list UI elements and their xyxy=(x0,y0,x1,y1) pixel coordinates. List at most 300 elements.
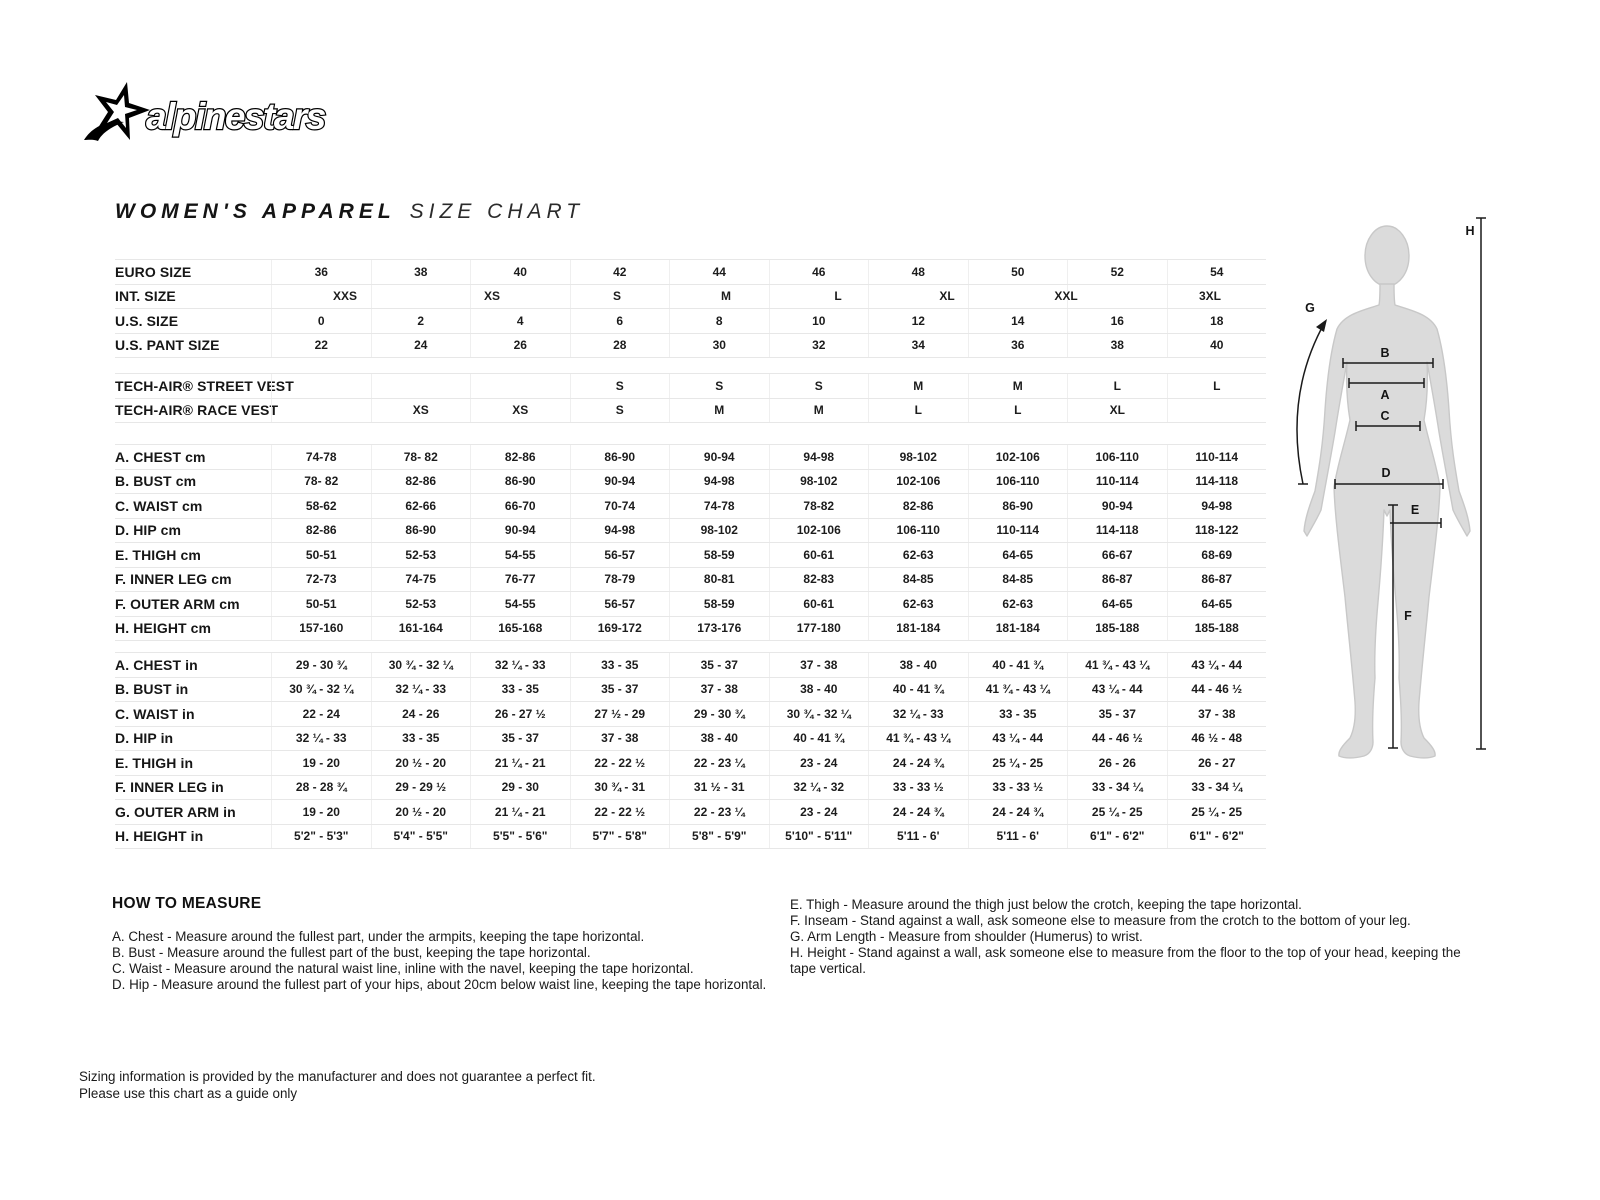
table-cell: 46 xyxy=(769,260,869,284)
table-cell: 40 - 41 ¾ xyxy=(968,653,1068,677)
table-row xyxy=(115,800,1266,825)
table-cell: 32 ¼ - 33 xyxy=(868,702,968,726)
page-title xyxy=(115,200,584,224)
table-cell: 36 xyxy=(271,260,371,284)
table-cell: 118-122 xyxy=(1167,519,1267,543)
table-cell: 86-90 xyxy=(570,445,670,469)
table-row xyxy=(115,727,1266,752)
table-cell: 2 xyxy=(371,309,471,333)
row-label: U.S. PANT SIZE xyxy=(115,337,220,354)
table-cell: 44 - 46 ½ xyxy=(1167,678,1267,702)
figure-label-e: E xyxy=(1410,503,1420,517)
table-cell: 66-67 xyxy=(1067,543,1167,567)
table-cell: 52-53 xyxy=(371,543,471,567)
table-cell: 40 - 41 ¾ xyxy=(868,678,968,702)
table-cell: 157-160 xyxy=(271,617,371,641)
page-title-sub: SIZE CHART xyxy=(409,200,585,223)
table-cell: 41 ¾ - 43 ¼ xyxy=(868,727,968,751)
table-cell: 29 - 30 ¾ xyxy=(669,702,769,726)
table-row xyxy=(115,494,1266,519)
table-cell: 37 - 38 xyxy=(669,678,769,702)
table-cell: 20 ½ - 20 xyxy=(371,751,471,775)
table-cell: 78-79 xyxy=(570,568,670,592)
table-cell: 5'2" - 5'3" xyxy=(271,825,371,849)
table-cell: 62-66 xyxy=(371,494,471,518)
alpinestars-logo xyxy=(80,78,360,148)
table-cell: 33 - 33 ½ xyxy=(868,776,968,800)
row-values xyxy=(271,285,1266,309)
table-cell: 32 ¼ - 32 xyxy=(769,776,869,800)
table-cell: 40 xyxy=(470,260,570,284)
figure-label-f: F xyxy=(1404,609,1412,623)
table-cell: 29 - 30 ¾ xyxy=(271,653,371,677)
table-cell: 26 - 27 xyxy=(1167,751,1267,775)
table-cell: S xyxy=(570,399,670,423)
table-row xyxy=(115,678,1266,703)
measure-instruction-bust: B. Bust - Measure around the fullest part of the bust, keeping the tape horizontal. xyxy=(112,945,591,960)
table-cell: 33 - 34 ¼ xyxy=(1167,776,1267,800)
disclaimer-line-1: Sizing information is provided by the manufacturer and does not guarantee a perfect fit. xyxy=(79,1069,596,1084)
table-cell xyxy=(271,374,371,398)
table-cell: 22 - 24 xyxy=(271,702,371,726)
figure-label-g: G xyxy=(1305,301,1315,315)
table-cell: 6 xyxy=(570,309,670,333)
table-cell: 22 - 23 ¼ xyxy=(669,751,769,775)
table-cell: 44 xyxy=(669,260,769,284)
table-cell: 41 ¾ - 43 ¼ xyxy=(968,678,1068,702)
table-cell: 24 - 24 ¾ xyxy=(868,751,968,775)
alpinestars-star-icon xyxy=(84,82,150,141)
row-label: C. WAIST in xyxy=(115,705,195,722)
row-values xyxy=(271,494,1266,518)
table-cell: 94-98 xyxy=(570,519,670,543)
table-cell: 22 - 22 ½ xyxy=(570,751,670,775)
table-cell-value: S xyxy=(612,289,622,304)
table-row xyxy=(115,776,1266,801)
table-cell: 90-94 xyxy=(470,519,570,543)
table-cell: 86-87 xyxy=(1167,568,1267,592)
table-cell: 30 ¾ - 32 ¼ xyxy=(271,678,371,702)
table-cell: L xyxy=(968,399,1068,423)
row-label: E. THIGH cm xyxy=(115,546,201,563)
table-cell: 40 xyxy=(1167,334,1267,358)
row-values xyxy=(271,568,1266,592)
table-cell: 64-65 xyxy=(968,543,1068,567)
size-table xyxy=(115,259,1266,849)
table-cell: 56-57 xyxy=(570,543,670,567)
table-cell: 26 - 26 xyxy=(1067,751,1167,775)
table-row xyxy=(115,653,1266,678)
table-cell: 21 ¼ - 21 xyxy=(470,751,570,775)
table-cell: 161-164 xyxy=(371,617,471,641)
table-section xyxy=(115,259,1266,358)
table-cell: 22 xyxy=(271,334,371,358)
table-cell: M xyxy=(968,374,1068,398)
row-label: H. HEIGHT cm xyxy=(115,620,212,637)
measure-instruction-chest: A. Chest - Measure around the fullest part, under the armpits, keeping the tape horizontal. xyxy=(112,929,645,944)
table-cell: 24 xyxy=(371,334,471,358)
table-cell: 19 - 20 xyxy=(271,751,371,775)
table-cell: 46 ½ - 48 xyxy=(1167,727,1267,751)
alpinestars-wordmark: alpinestars xyxy=(146,96,325,137)
table-cell xyxy=(271,399,371,423)
table-cell: 19 - 20 xyxy=(271,800,371,824)
table-cell-value: 3XL xyxy=(1198,289,1222,304)
table-cell: 62-63 xyxy=(868,543,968,567)
table-cell xyxy=(669,285,769,309)
table-cell: 44 - 46 ½ xyxy=(1067,727,1167,751)
row-label: C. WAIST cm xyxy=(115,497,203,514)
table-cell: 114-118 xyxy=(1067,519,1167,543)
measure-instruction-hip: D. Hip - Measure around the fullest part of your hips, about 20cm below waist line, keeping the tape horizontal. xyxy=(112,977,767,992)
table-cell: 58-62 xyxy=(271,494,371,518)
table-cell: 48 xyxy=(868,260,968,284)
table-cell xyxy=(1167,399,1267,423)
table-row xyxy=(115,445,1266,470)
table-cell: XS xyxy=(371,399,471,423)
table-cell: 110-114 xyxy=(1167,445,1267,469)
table-cell: 80-81 xyxy=(669,568,769,592)
row-label: TECH-AIR® RACE VEST xyxy=(115,402,279,419)
table-cell: 58-59 xyxy=(669,592,769,616)
table-cell xyxy=(470,374,570,398)
row-label: E. THIGH in xyxy=(115,754,194,771)
table-cell: 23 - 24 xyxy=(769,751,869,775)
table-cell: 60-61 xyxy=(769,543,869,567)
row-values xyxy=(271,399,1266,423)
table-cell: 6'1" - 6'2" xyxy=(1067,825,1167,849)
row-values xyxy=(271,727,1266,751)
table-row xyxy=(115,399,1266,424)
arm-arc-arrowhead xyxy=(1316,319,1327,332)
table-cell: 43 ¼ - 44 xyxy=(1167,653,1267,677)
table-cell: 41 ¾ - 43 ¼ xyxy=(1067,653,1167,677)
table-cell: S xyxy=(769,374,869,398)
table-cell: 78- 82 xyxy=(271,470,371,494)
measure-instruction-arm-length: G. Arm Length - Measure from shoulder (Humerus) to wrist. xyxy=(790,929,1143,944)
row-label: D. HIP in xyxy=(115,730,174,747)
measurement-figure xyxy=(1280,210,1495,785)
table-row xyxy=(115,374,1266,399)
table-row xyxy=(115,334,1266,359)
table-cell: 110-114 xyxy=(968,519,1068,543)
row-label: F. INNER LEG in xyxy=(115,779,224,796)
table-cell: 33 - 35 xyxy=(968,702,1068,726)
table-cell: 94-98 xyxy=(1167,494,1267,518)
table-cell: 52-53 xyxy=(371,592,471,616)
row-values xyxy=(271,260,1266,284)
figure-label-d: D xyxy=(1381,466,1391,480)
table-cell: M xyxy=(669,399,769,423)
table-cell: 29 - 30 xyxy=(470,776,570,800)
table-row xyxy=(115,825,1266,850)
table-cell: 94-98 xyxy=(769,445,869,469)
row-values xyxy=(271,678,1266,702)
how-to-measure-left-column xyxy=(112,929,792,993)
table-cell: 185-188 xyxy=(1067,617,1167,641)
table-cell: 26 - 27 ½ xyxy=(470,702,570,726)
table-cell: 30 ¾ - 32 ¼ xyxy=(769,702,869,726)
table-cell: 50-51 xyxy=(271,543,371,567)
table-cell: 38 xyxy=(371,260,471,284)
table-cell: 33 - 33 ½ xyxy=(968,776,1068,800)
figure-label-h: H xyxy=(1465,224,1475,238)
table-cell: 86-87 xyxy=(1067,568,1167,592)
table-cell: 52 xyxy=(1067,260,1167,284)
row-values xyxy=(271,702,1266,726)
table-cell: 185-188 xyxy=(1167,617,1267,641)
table-cell: 32 ¼ - 33 xyxy=(271,727,371,751)
table-cell: 82-83 xyxy=(769,568,869,592)
page-title-main: WOMEN'S APPAREL xyxy=(115,200,396,223)
row-label: A. CHEST in xyxy=(115,656,198,673)
table-cell: 26 xyxy=(470,334,570,358)
table-cell: 34 xyxy=(868,334,968,358)
table-cell: L xyxy=(868,399,968,423)
row-values xyxy=(271,825,1266,849)
table-cell: 25 ¼ - 25 xyxy=(968,751,1068,775)
table-cell-value: XXS xyxy=(332,289,358,304)
table-cell: 181-184 xyxy=(868,617,968,641)
table-cell: 35 - 37 xyxy=(470,727,570,751)
row-values xyxy=(271,751,1266,775)
table-cell: 37 - 38 xyxy=(570,727,670,751)
table-cell: 27 ½ - 29 xyxy=(570,702,670,726)
height-line xyxy=(1476,218,1486,749)
table-cell-value: L xyxy=(834,289,842,304)
table-cell: 169-172 xyxy=(570,617,670,641)
table-cell: 98-102 xyxy=(868,445,968,469)
table-cell: 102-106 xyxy=(769,519,869,543)
table-cell: 54-55 xyxy=(470,592,570,616)
table-cell xyxy=(968,285,1068,309)
table-cell: 181-184 xyxy=(968,617,1068,641)
figure-head xyxy=(1365,226,1409,286)
row-values xyxy=(271,543,1266,567)
table-cell: 68-69 xyxy=(1167,543,1267,567)
row-values xyxy=(271,800,1266,824)
table-cell: 43 ¼ - 44 xyxy=(1067,678,1167,702)
table-row xyxy=(115,309,1266,334)
table-cell-value: XS xyxy=(483,289,501,304)
table-cell: 35 - 37 xyxy=(570,678,670,702)
table-cell: 90-94 xyxy=(669,445,769,469)
row-values xyxy=(271,334,1266,358)
table-cell: 28 - 28 ¾ xyxy=(271,776,371,800)
table-cell: 33 - 34 ¼ xyxy=(1067,776,1167,800)
table-cell: 76-77 xyxy=(470,568,570,592)
measure-instruction-inseam: F. Inseam - Stand against a wall, ask someone else to measure from the crotch to the bottom of your leg. xyxy=(790,913,1411,928)
table-cell: 18 xyxy=(1167,309,1267,333)
table-cell: 23 - 24 xyxy=(769,800,869,824)
table-cell: 78- 82 xyxy=(371,445,471,469)
table-cell: 33 - 35 xyxy=(570,653,670,677)
row-label: U.S. SIZE xyxy=(115,312,179,329)
table-cell: 24 - 24 ¾ xyxy=(868,800,968,824)
table-cell: 110-114 xyxy=(1067,470,1167,494)
row-values xyxy=(271,592,1266,616)
table-cell: 98-102 xyxy=(769,470,869,494)
row-values xyxy=(271,470,1266,494)
table-cell: 62-63 xyxy=(968,592,1068,616)
row-values xyxy=(271,445,1266,469)
table-cell: 106-110 xyxy=(968,470,1068,494)
row-label: F. INNER LEG cm xyxy=(115,571,232,588)
table-cell: 94-98 xyxy=(669,470,769,494)
table-row xyxy=(115,568,1266,593)
table-cell: 98-102 xyxy=(669,519,769,543)
table-cell: 21 ¼ - 21 xyxy=(470,800,570,824)
table-cell: S xyxy=(669,374,769,398)
table-row xyxy=(115,592,1266,617)
table-cell: 32 ¼ - 33 xyxy=(371,678,471,702)
table-cell: L xyxy=(1167,374,1267,398)
table-cell: 50-51 xyxy=(271,592,371,616)
measure-instruction-thigh: E. Thigh - Measure around the thigh just below the crotch, keeping the tape horizontal. xyxy=(790,897,1302,912)
table-cell: 74-78 xyxy=(669,494,769,518)
table-cell: 70-74 xyxy=(570,494,670,518)
table-cell: 82-86 xyxy=(868,494,968,518)
table-cell: 90-94 xyxy=(1067,494,1167,518)
table-cell: 35 - 37 xyxy=(669,653,769,677)
table-cell: 56-57 xyxy=(570,592,670,616)
how-to-measure-right-column xyxy=(790,897,1462,977)
table-row xyxy=(115,260,1266,285)
table-cell: 173-176 xyxy=(669,617,769,641)
table-section xyxy=(115,444,1266,641)
table-cell: 25 ¼ - 25 xyxy=(1167,800,1267,824)
table-cell: 16 xyxy=(1067,309,1167,333)
table-cell: 42 xyxy=(570,260,670,284)
table-cell: 35 - 37 xyxy=(1067,702,1167,726)
figure-label-c: C xyxy=(1380,409,1390,423)
table-cell: 60-61 xyxy=(769,592,869,616)
table-cell xyxy=(1067,285,1167,309)
table-cell: 31 ½ - 31 xyxy=(669,776,769,800)
disclaimer-line-2: Please use this chart as a guide only xyxy=(79,1085,298,1101)
table-cell: 33 - 35 xyxy=(470,678,570,702)
table-cell: 82-86 xyxy=(271,519,371,543)
row-label: H. HEIGHT in xyxy=(115,828,204,845)
disclaimer xyxy=(79,1069,596,1102)
table-cell: XS xyxy=(470,399,570,423)
row-label: INT. SIZE xyxy=(115,288,176,305)
table-cell: XL xyxy=(1067,399,1167,423)
table-cell: M xyxy=(868,374,968,398)
row-label: TECH-AIR® STREET VEST xyxy=(115,377,294,394)
table-cell: 30 ¾ - 31 xyxy=(570,776,670,800)
figure-label-b: B xyxy=(1380,346,1390,360)
table-row xyxy=(115,543,1266,568)
table-cell: 25 ¼ - 25 xyxy=(1067,800,1167,824)
table-row xyxy=(115,751,1266,776)
table-cell: 32 xyxy=(769,334,869,358)
table-cell-value: XXL xyxy=(1054,289,1078,304)
table-cell: 86-90 xyxy=(470,470,570,494)
table-cell: 54 xyxy=(1167,260,1267,284)
table-cell: 90-94 xyxy=(570,470,670,494)
row-values xyxy=(271,617,1266,641)
row-values xyxy=(271,309,1266,333)
table-cell: 64-65 xyxy=(1067,592,1167,616)
table-cell: 165-168 xyxy=(470,617,570,641)
table-cell: 86-90 xyxy=(371,519,471,543)
table-cell: 54-55 xyxy=(470,543,570,567)
table-cell: 4 xyxy=(470,309,570,333)
row-values xyxy=(271,519,1266,543)
row-label: F. OUTER ARM cm xyxy=(115,595,240,612)
table-cell-value: XL xyxy=(939,289,955,304)
table-cell: 38 - 40 xyxy=(669,727,769,751)
table-row xyxy=(115,702,1266,727)
table-cell: 10 xyxy=(769,309,869,333)
table-cell xyxy=(371,374,471,398)
table-cell: 33 - 35 xyxy=(371,727,471,751)
table-cell: 72-73 xyxy=(271,568,371,592)
table-cell: 5'4" - 5'5" xyxy=(371,825,471,849)
table-cell: 106-110 xyxy=(868,519,968,543)
table-cell: 84-85 xyxy=(868,568,968,592)
table-cell: 5'10" - 5'11" xyxy=(769,825,869,849)
table-cell: 58-59 xyxy=(669,543,769,567)
row-label: B. BUST in xyxy=(115,681,189,698)
table-cell xyxy=(769,285,869,309)
table-section xyxy=(115,652,1266,849)
table-section xyxy=(115,373,1266,423)
table-cell-value: M xyxy=(721,289,731,304)
row-values xyxy=(271,653,1266,677)
table-cell: 66-70 xyxy=(470,494,570,518)
row-label: EURO SIZE xyxy=(115,263,192,280)
table-cell: 62-63 xyxy=(868,592,968,616)
how-to-measure-heading: HOW TO MEASURE xyxy=(112,895,262,912)
row-label: D. HIP cm xyxy=(115,522,181,539)
table-cell: 12 xyxy=(868,309,968,333)
table-cell: 14 xyxy=(968,309,1068,333)
table-cell: 37 - 38 xyxy=(769,653,869,677)
table-cell: 102-106 xyxy=(968,445,1068,469)
figure-label-a: A xyxy=(1380,388,1390,402)
table-cell: 38 - 40 xyxy=(868,653,968,677)
table-cell: 24 - 26 xyxy=(371,702,471,726)
table-cell: 38 - 40 xyxy=(769,678,869,702)
table-cell: 40 - 41 ¾ xyxy=(769,727,869,751)
table-cell: 43 ¼ - 44 xyxy=(968,727,1068,751)
table-cell: 36 xyxy=(968,334,1068,358)
measure-instruction-height: H. Height - Stand against a wall, ask someone else to measure from the floor to the top of your head, keeping the tape vertical. xyxy=(790,945,1461,976)
table-cell: 30 ¾ - 32 ¼ xyxy=(371,653,471,677)
table-cell: 5'7" - 5'8" xyxy=(570,825,670,849)
table-cell: 29 - 29 ½ xyxy=(371,776,471,800)
table-cell: 64-65 xyxy=(1167,592,1267,616)
table-cell: 22 - 23 ¼ xyxy=(669,800,769,824)
table-cell: 5'11 - 6' xyxy=(868,825,968,849)
table-cell: 5'11 - 6' xyxy=(968,825,1068,849)
table-cell: 32 ¼ - 33 xyxy=(470,653,570,677)
table-cell: 28 xyxy=(570,334,670,358)
table-cell: 74-75 xyxy=(371,568,471,592)
table-cell: 22 - 22 ½ xyxy=(570,800,670,824)
table-cell: 24 - 24 ¾ xyxy=(968,800,1068,824)
table-cell: 177-180 xyxy=(769,617,869,641)
table-cell: 84-85 xyxy=(968,568,1068,592)
table-cell: 78-82 xyxy=(769,494,869,518)
table-cell: 74-78 xyxy=(271,445,371,469)
table-row xyxy=(115,519,1266,544)
table-cell: 30 xyxy=(669,334,769,358)
table-cell: 114-118 xyxy=(1167,470,1267,494)
row-label: G. OUTER ARM in xyxy=(115,803,236,820)
